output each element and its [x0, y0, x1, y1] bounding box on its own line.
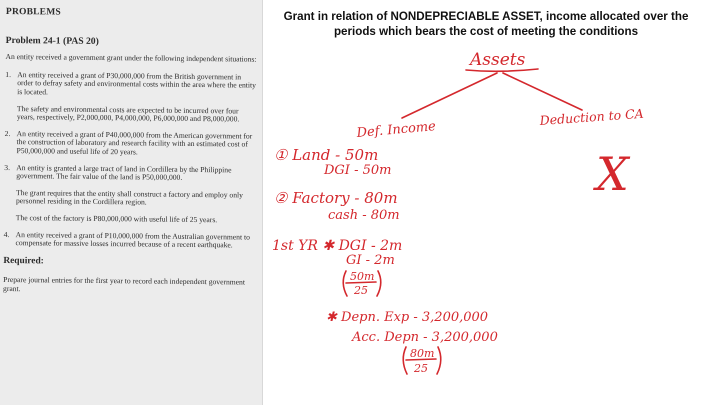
- branch-line-left: [402, 73, 497, 118]
- entry-cash-credit: cash - 80m: [328, 208, 400, 223]
- entry-depn-expense: ✱ Depn. Exp - 3,200,000: [326, 310, 489, 325]
- item-number: 3.: [4, 162, 11, 172]
- slide-title: Grant in relation of NONDEPRECIABLE ASSET, income allocated over the periods which bears the cost of meeting the conditions: [283, 10, 689, 38]
- item-number: 4.: [3, 229, 10, 239]
- entry-dgi-credit: DGI - 50m: [324, 163, 392, 178]
- fraction-1-numerator: 50m: [350, 270, 375, 283]
- item-number: 2.: [4, 128, 11, 138]
- entry-gi-credit: GI - 2m: [346, 253, 395, 268]
- fraction-1-bar: [346, 282, 376, 283]
- def-income-label: Def. Income: [356, 119, 437, 141]
- item-paragraph: An entity received a grant of P30,000,000 from the British government in order to defray safety and environmental costs within the area where the entity is located.: [17, 69, 256, 97]
- item-paragraph: The grant requires that the entity shall construct a factory and employ only personnel residing in the Cordillera region.: [15, 187, 244, 207]
- fraction-2-paren-right: [437, 347, 441, 374]
- item-paragraph: The cost of the factory is P80,000,000 with useful life of 25 years.: [15, 213, 218, 225]
- problem-intro: An entity received a government grant under the following independent situations:: [5, 52, 257, 64]
- x-mark: X: [596, 147, 629, 201]
- item-number: 1.: [5, 69, 12, 79]
- required-label: Required:: [3, 255, 44, 267]
- item-paragraph: An entity is granted a large tract of land in Cordillera by the Philippine government. The fair value of the land is P50,000,000.: [16, 162, 232, 182]
- fraction-1-paren-right: [377, 271, 381, 296]
- item-paragraph: The safety and environmental costs are expected to be incurred over four years, respectively, P2,000,000, P4,000,000, P6,000,000 and P8,000,000.: [16, 103, 240, 124]
- deduction-label: Deduction to CA: [539, 105, 645, 128]
- branch-line-right: [503, 73, 582, 110]
- fraction-2-bar: [406, 359, 436, 360]
- entry-factory: ② Factory - 80m: [274, 189, 398, 207]
- fraction-2-numerator: 80m: [410, 347, 435, 360]
- entry-first-year-dgi: 1st YR ✱ DGI - 2m: [272, 238, 403, 254]
- item-paragraph: An entity received a grant of P10,000,000 from the Australian government to compensate for massive losses incurred because of a recent earthquake.: [15, 229, 250, 250]
- required-instruction: Prepare journal entries for the first year to record each independent government grant.: [3, 275, 246, 294]
- fraction-1-denominator: 25: [354, 284, 368, 297]
- entry-acc-depn: Acc. Depn - 3,200,000: [352, 330, 498, 345]
- section-heading: PROBLEMS: [5, 7, 61, 18]
- entry-land: ① Land - 50m: [274, 146, 379, 164]
- assets-heading: Assets: [470, 50, 526, 70]
- item-paragraph: An entity received a grant of P40,000,000 from the American government for the construction of laboratory and research facility with an estimated cost of P50,000,000 and useful life of 20 years.: [16, 128, 253, 157]
- problem-title: Problem 24-1 (PAS 20): [5, 34, 99, 47]
- fraction-2-denominator: 25: [414, 362, 428, 375]
